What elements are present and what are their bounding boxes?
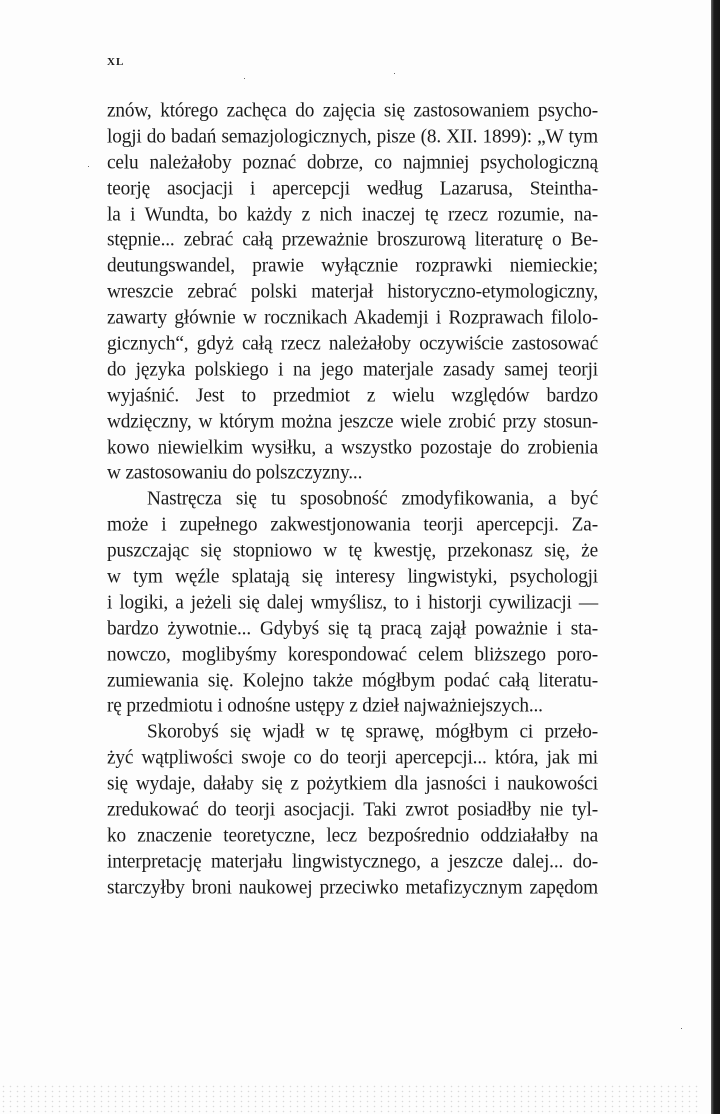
scan-speck — [394, 73, 395, 74]
text-line: i logiki, a jeżeli się dalej wmyślisz, to i historji cywilizacji — — [107, 591, 598, 614]
scan-speck — [681, 1028, 682, 1029]
text-line: znów, którego zachęca do zajęcia się zastosowaniem psycho- — [107, 99, 598, 122]
text-line: logji do badań semazjologicznych, pisze (8. XII. 1899): „W tym — [107, 125, 598, 148]
paragraph-end-line: rę przedmiotu i odnośne ustępy z dzieł najważniejszych... — [107, 694, 543, 717]
text-line: nowczo, moglibyśmy korespondować celem bliższego poro- — [107, 643, 598, 666]
text-line: może i zupełnego zakwestjonowania teorji apercepcji. Za- — [107, 513, 598, 536]
text-line: wreszcie zebrać polski materjał historyczno-etymologiczny, — [107, 280, 598, 303]
text-line: stępnie... zebrać całą przeważnie broszurową literaturę o Be- — [107, 228, 598, 251]
text-line: żyć wątpliwości swoje co do teorji apercepcji... która, jak mi — [107, 746, 598, 769]
text-line: ko znaczenie teoretyczne, lecz bezpośrednio oddziałałby na — [107, 824, 598, 847]
text-line: deutungswandel, prawie wyłącznie rozprawki niemieckie; — [107, 254, 598, 277]
text-line: wyjaśnić. Jest to przedmiot z wielu względów bardzo — [107, 384, 598, 407]
text-line: zumiewania się. Kolejno także mógłbym podać całą literatu- — [107, 669, 598, 692]
scanned-page-edge — [711, 0, 720, 1114]
text-line: gicznych“, gdyż całą rzecz należałoby oczywiście zastosować — [107, 332, 598, 355]
page-number: XL — [107, 56, 125, 68]
text-line: zredukować do teorji asocjacji. Taki zwrot posiadłby nie tyl- — [107, 798, 598, 821]
paragraph-start-line: Nastręcza się tu sposobność zmodyfikowania, a być — [147, 487, 598, 510]
text-line: się wydaje, dałaby się z pożytkiem dla jasności i naukowości — [107, 772, 598, 795]
scan-speck — [244, 78, 245, 79]
body-text — [107, 98, 598, 901]
text-line: celu należałoby poznać dobrze, co najmniej psychologiczną — [107, 151, 598, 174]
text-line-with-names: la i Wundta, bo każdy z nich inaczej tę rzecz rozumie, na- — [107, 203, 598, 226]
paragraph-end-line: w zastosowaniu do polszczyzny... — [107, 461, 363, 484]
scan-noise — [0, 1084, 700, 1114]
text-line: puszczając się stopniowo w tę kwestję, przekonasz się, że — [107, 539, 598, 562]
text-line: wdzięczny, w którym można jeszcze wiele zrobić przy stosun- — [107, 410, 598, 433]
text-line: starczyłby broni naukowej przeciwko metafizycznym zapędom — [107, 876, 598, 899]
text-line: zawarty głównie w rocznikach Akademji i Rozprawach filolo- — [107, 306, 598, 329]
paragraph-start-line: Skorobyś się wjadł w tę sprawę, mógłbym ci przeło- — [147, 720, 598, 743]
scan-speck — [88, 166, 89, 167]
text-line: bardzo żywotnie... Gdybyś się tą pracą zajął poważnie i sta- — [107, 617, 598, 640]
text-line: do języka polskiego i na jego materjale zasady samej teorji — [107, 358, 598, 381]
text-line-with-names: teorję asocjacji i apercepcji według Lazarusa, Steintha- — [107, 177, 598, 200]
text-line: interpretację materjału lingwistycznego, a jeszcze dalej... do- — [107, 850, 598, 873]
text-line: w tym węźle splatają się interesy lingwistyki, psychologji — [107, 565, 598, 588]
text-line: kowo niewielkim wysiłku, a wszystko pozostaje do zrobienia — [107, 436, 598, 459]
